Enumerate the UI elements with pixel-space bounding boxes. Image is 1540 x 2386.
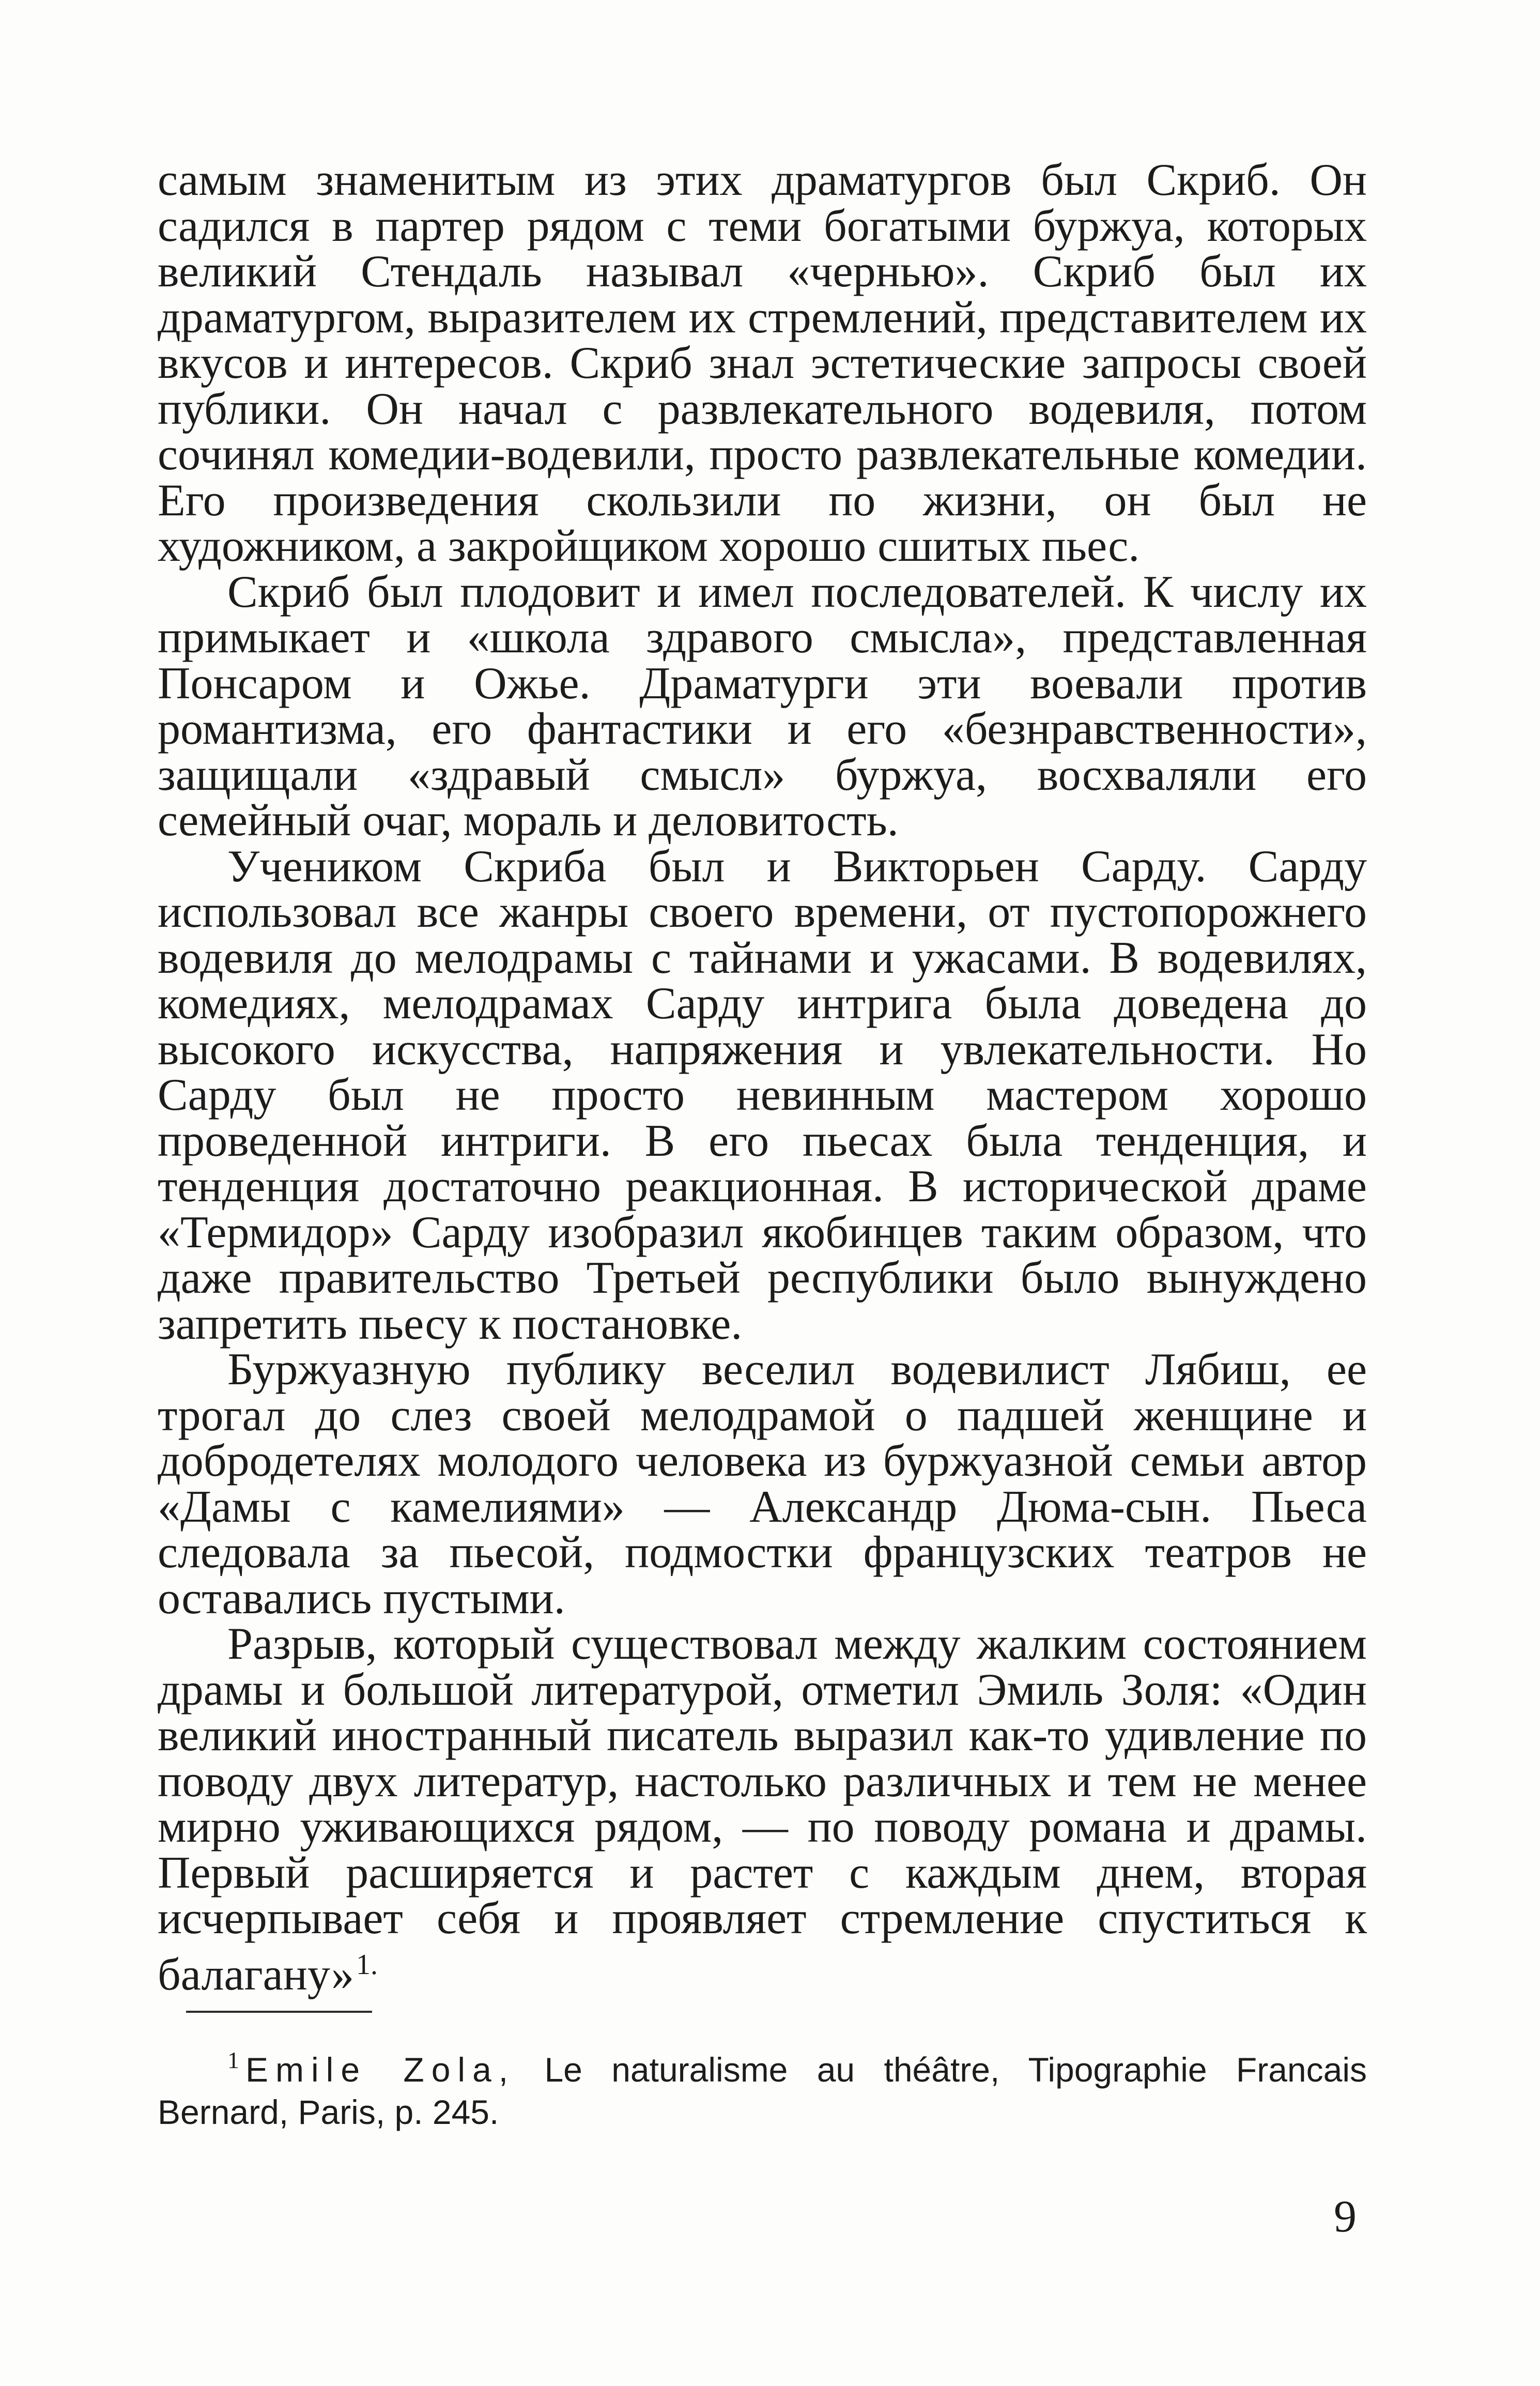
footnote bbox=[158, 2039, 1367, 2133]
footnote-author: Emile Zola, bbox=[245, 2051, 516, 2089]
paragraph-5-text: Разрыв, который существовал между жалким состоянием драмы и большой литературой, отметил Эмиль Золя: «Один великий иностранный писатель выразил как-то удивление по поводу двух литератур, настолько различных и тем не менее мирно уживающихся рядом, — по поводу романа и драмы. Первый расширяется и растет с каждым днем, вторая исчерпывает себя и проявляет стремление спуститься к балагану» bbox=[158, 1619, 1367, 2000]
footnote-reference: 1. bbox=[356, 1948, 378, 1981]
main-text bbox=[158, 155, 1367, 2000]
footnote-divider bbox=[186, 2011, 372, 2013]
paragraph-4: Буржуазную публику веселил водевилист Лябиш, ее трогал до слез своей мелодрамой о падшей женщине и добродетелях молодого человека из буржуазной семьи автор «Дамы с камелиями» — Александр Дюма-сын. Пьеса следовала за пьесой, подмостки французских театров не оставались пустыми. bbox=[158, 1344, 1367, 1624]
paragraph-3: Учеником Скриба был и Викторьен Сарду. Сарду использовал все жанры своего времени, от пустопорожнего водевиля до мелодрамы с тайнами и ужасами. В водевилях, комедиях, мелодрамах Сарду интрига была доведена до высокого искусства, напряжения и увлекательности. Но Сарду был не просто невинным мастером хорошо проведенной интриги. В его пьесах была тенденция, и тенденция достаточно реакционная. В исторической драме «Термидор» Сарду изобразил якобинцев таким образом, что даже правительство Третьей республики было вынуждено запретить пьесу к постановке. bbox=[158, 841, 1367, 1349]
paragraph-2: Скриб был плодовит и имел последователей. К числу их примыкает и «школа здравого смысла», представленная Понсаром и Ожье. Драматурги эти воевали против романтизма, его фантастики и его «безнравственности», защищали «здравый смысл» буржуа, восхваляли его семейный очаг, мораль и деловитость. bbox=[158, 567, 1367, 846]
footnote-mark: 1 bbox=[227, 2047, 239, 2073]
page-number: 9 bbox=[1334, 2192, 1357, 2242]
paragraph-5 bbox=[158, 1619, 1367, 2000]
paragraph-1: самым знаменитым из этих драматургов был Скриб. Он садился в партер рядом с теми богатыми буржуа, которых великий Стендаль называл «чернью». Скриб был их драматургом, выразителем их стремлений, представителем их вкусов и интересов. Скриб знал эстетические запросы своей публики. Он начал с развлекательного водевиля, потом сочинял комедии-водевили, просто развлекательные комедии. Его произведения скользили по жизни, он был не художником, а закройщиком хорошо сшитых пьес. bbox=[158, 155, 1367, 571]
footnote-text: Le naturalisme au théâtre, Tipographie Francais Bernard, Paris, p. 245. bbox=[158, 2051, 1367, 2131]
